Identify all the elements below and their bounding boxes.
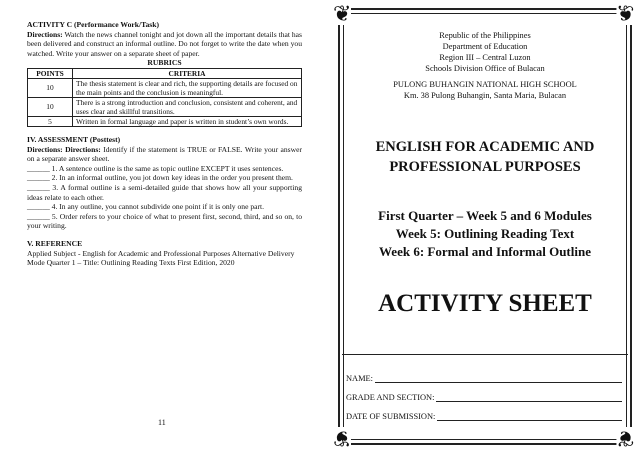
ornament-corner-icon: ❦ [616,1,635,26]
grade-section-field[interactable]: GRADE AND SECTION: [346,383,622,402]
list-item: ______ 5. Order refers to your choice of what to present first, second, third, and so on, to your writing. [27,211,302,231]
table-row: 5 Written in formal language and paper is written in student’s own words. [28,116,302,126]
header-points: POINTS [28,68,73,78]
reference-text: Applied Subject - English for Academic and Professional Purposes Alternative Delivery Mode Quarter 1 – Title: Outlining Reading Texts First Edition, 2020 [27,248,295,268]
header-criteria: CRITERIA [73,68,302,78]
list-item: ______ 1. A sentence outline is the same as topic outline EXCEPT it uses sentences. [27,163,284,173]
assessment-directions: Directions: Directions: Identify if the statement is TRUE or FALSE. Write your answer on a separate answer sheet. [27,144,302,164]
left-page [27,20,302,268]
name-field[interactable]: NAME: [346,364,622,383]
module-info: First Quarter – Week 5 and 6 Modules Week 5: Outlining Reading Text Week 6: Formal and Informal Outline [378,208,592,259]
ornament-corner-icon: ❦ [333,426,352,451]
rubrics-table [27,68,302,127]
assessment-title: IV. ASSESSMENT (Posttest) [27,134,121,144]
list-item: ______ 3. A formal outline is a semi-detailed guide that shows how all your supporting ideas relate to each other. [27,182,302,202]
ornament-corner-icon: ❦ [616,426,635,451]
ornament-corner-icon: ❦ [333,1,352,26]
page-number: 11 [158,418,166,427]
list-item: ______ 2. In an informal outline, you jot down key ideas in the order you present them. [27,173,293,183]
list-item: ______ 4. In any outline, you cannot subdivide one point if it is only one part. [27,202,265,212]
subject-title: ENGLISH FOR ACADEMIC AND PROFESSIONAL PURPOSES [375,139,595,175]
student-fields [346,364,622,421]
table-row: 10 The thesis statement is clear and rich, the supporting details are focused on the main points and the conclusion is meaningful. [28,78,302,97]
date-submission-field[interactable]: DATE OF SUBMISSION: [346,402,622,421]
school-header: Republic of the Philippines Department of Education Region III – Central Luzon Schools Division Office of Bulacan PULONG BUHANGIN NATIONAL HIGH SCHOOL Km. 38 Pulong Buhangin, Santa Maria, Bulacan [344,30,626,101]
activity-sheet-title: ACTIVITY SHEET [378,290,592,317]
activity-directions: Directions: Watch the news channel tonight and jot down all the important details that has been delivered and construct an informal outline. Do not forget to write the date when you watched. Write your answer on a separate sheet of paper. [27,29,302,58]
school-address: Km. 38 Pulong Buhangin, Santa Maria, Bulacan [403,91,567,100]
reference-title: V. REFERENCE [27,238,83,248]
divider [342,354,628,355]
rubrics-title: RUBRICS [147,58,182,68]
table-row: 10 There is a strong introduction and conclusion, consistent and coherent, and uses clear and skillful transitions. [28,97,302,116]
activity-title: ACTIVITY C (Performance Work/Task) [27,20,159,29]
school-name: PULONG BUHANGIN NATIONAL HIGH SCHOOL [393,80,577,89]
